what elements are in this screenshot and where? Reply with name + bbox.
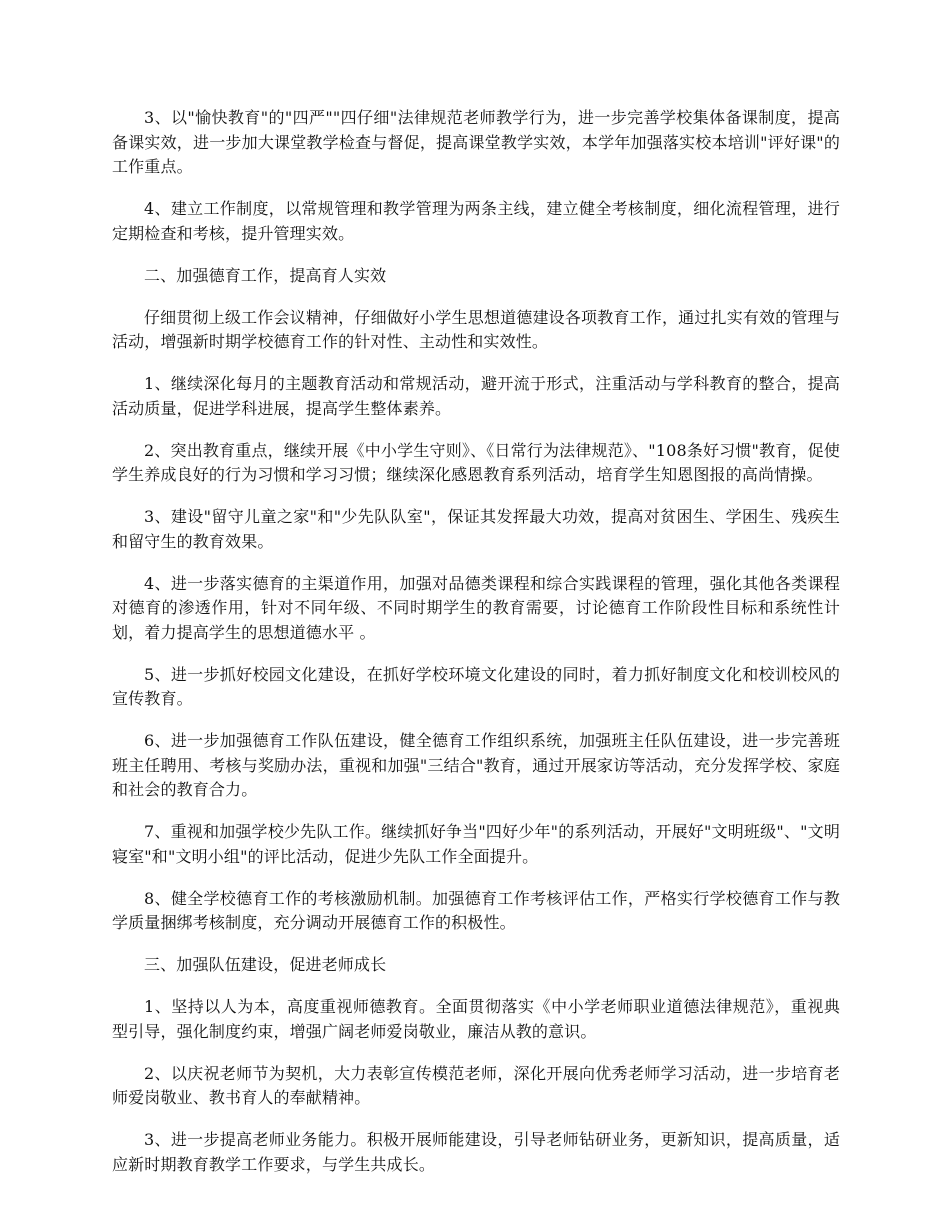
paragraph-moral-item-3: 3、建设"留守儿童之家"和"少先队队室"，保证其发挥最大功效，提高对贫困生、学困生、残疾生和留守生的教育效果。 [112,507,840,551]
paragraph-teacher-item-1: 1、坚持以人为本，高度重视师德教育。全面贯彻落实《中小学老师职业道德法律规范》，重视典型引导，强化制度约束，增强广阔老师爱岗敬业，廉洁从教的意识。 [112,997,840,1041]
document-page [112,106,840,1195]
section-heading-moral-education: 二、加强德育工作，提高育人实效 [144,265,387,285]
paragraph-work-system: 4、建立工作制度，以常规管理和教学管理为两条主线，建立健全考核制度，细化流程管理，进行定期检查和考核，提升管理实效。 [112,199,840,243]
paragraph-moral-item-2: 2、突出教育重点，继续开展《中小学生守则》、《日常行为法律规范》、"108条好习惯"教育，促使学生养成良好的行为习惯和学习习惯；继续深化感恩教育系列活动，培育学生知恩图报的高尚情操。 [112,440,840,484]
paragraph-moral-item-7: 7、重视和加强学校少先队工作。继续抓好争当"四好少年"的系列活动，开展好"文明班级"、"文明寝室"和"文明小组"的评比活动，促进少先队工作全面提升。 [112,822,840,866]
paragraph-moral-item-1: 1、继续深化每月的主题教育活动和常规活动，避开流于形式，注重活动与学科教育的整合，提高活动质量，促进学科进展，提高学生整体素养。 [112,374,840,418]
paragraph-teacher-item-3: 3、进一步提高老师业务能力。积极开展师能建设，引导老师钻研业务，更新知识，提高质量，适应新时期教育教学工作要求，与学生共成长。 [112,1130,840,1174]
paragraph-moral-item-6: 6、进一步加强德育工作队伍建设，健全德育工作组织系统，加强班主任队伍建设，进一步完善班班主任聘用、考核与奖励办法，重视和加强"三结合"教育，通过开展家访等活动，充分发挥学校、家庭和社会的教育合力。 [112,731,840,799]
paragraph-moral-intro: 仔细贯彻上级工作会议精神，仔细做好小学生思想道德建设各项教育工作，通过扎实有效的管理与活动，增强新时期学校德育工作的针对性、主动性和实效性。 [112,307,840,351]
paragraph-moral-item-5: 5、进一步抓好校园文化建设，在抓好学校环境文化建设的同时，着力抓好制度文化和校训校风的宣传教育。 [112,664,840,708]
section-heading-teacher-growth: 三、加强队伍建设，促进老师成长 [144,955,387,974]
paragraph-teaching-standards: 3、以"愉快教育"的"四严""四仔细"法律规范老师教学行为，进一步完善学校集体备课制度，提高备课实效，进一步加大课堂教学检查与督促，提高课堂教学实效，本学年加强落实校本培训"评好课"的工作重点。 [112,108,840,176]
paragraph-moral-item-8: 8、健全学校德育工作的考核激励机制。加强德育工作考核评估工作，严格实行学校德育工作与教学质量捆绑考核制度，充分调动开展德育工作的积极性。 [112,888,840,932]
paragraph-teacher-item-2: 2、以庆祝老师节为契机，大力表彰宣传模范老师，深化开展向优秀老师学习活动，进一步培育老师爱岗敬业、教书育人的奉献精神。 [112,1063,840,1107]
paragraph-moral-item-4: 4、进一步落实德育的主渠道作用，加强对品德类课程和综合实践课程的管理，强化其他各类课程对德育的渗透作用，针对不同年级、不同时期学生的教育需要，讨论德育工作阶段性目标和系统性计划，着力提高学生的思想道德水平 。 [112,573,840,642]
